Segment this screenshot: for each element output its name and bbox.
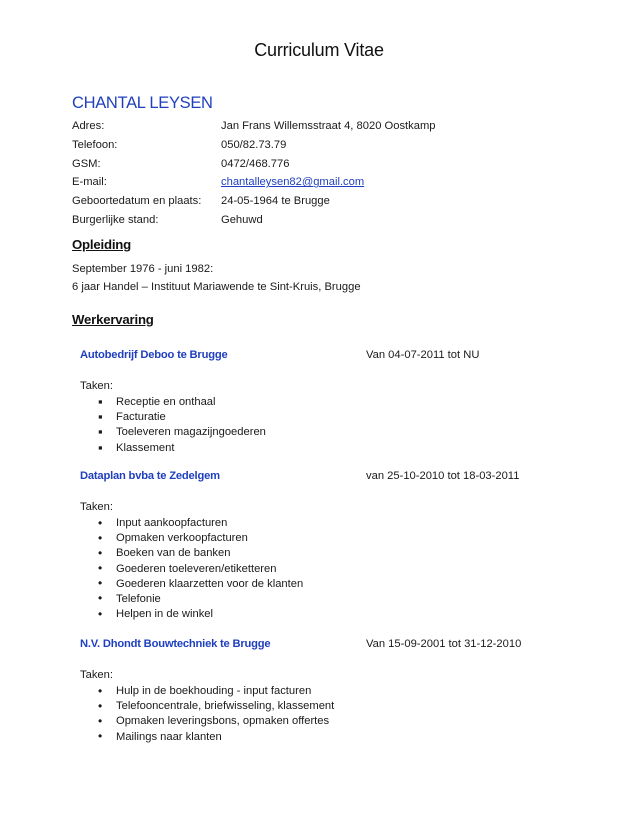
list-item	[98, 425, 266, 440]
bullet-icon	[98, 546, 116, 562]
bullet-icon	[98, 576, 116, 592]
info-row-address	[72, 117, 436, 136]
job-period: Van 15-09-2001 tot 31-12-2010	[366, 638, 522, 650]
square-bullet-icon	[98, 440, 116, 457]
info-label: Burgerlijke stand:	[72, 213, 159, 226]
list-item	[98, 562, 303, 577]
bullet-icon	[98, 699, 116, 715]
list-item	[98, 577, 303, 592]
bullet-icon	[98, 561, 116, 577]
task-text: Receptie en onthaal	[116, 396, 216, 408]
info-value: 24-05-1964 te Brugge	[221, 195, 330, 208]
info-label: GSM:	[72, 157, 101, 170]
task-text: Input aankoopfacturen	[116, 517, 228, 529]
tasks-label: Taken:	[80, 501, 113, 513]
list-item	[98, 684, 334, 699]
bullet-icon	[98, 591, 116, 607]
info-label: E-mail:	[72, 176, 107, 189]
list-item	[98, 730, 334, 745]
info-value: 0472/468.776	[221, 157, 290, 170]
email-link[interactable]: chantalleysen82@gmail.com	[221, 176, 365, 189]
bullet-icon	[98, 607, 116, 623]
task-list	[98, 684, 334, 745]
candidate-name: CHANTAL LEYSEN	[72, 94, 213, 112]
info-row-birth	[72, 192, 436, 211]
info-value: Gehuwd	[221, 213, 263, 226]
job-company: Dataplan bvba te Zedelgem	[80, 470, 220, 482]
personal-info	[72, 117, 436, 230]
education-section	[72, 260, 361, 296]
experience-heading: Werkervaring	[72, 312, 154, 327]
task-text: Hulp in de boekhouding - input facturen	[116, 685, 312, 697]
job-period: van 25-10-2010 tot 18-03-2011	[366, 470, 520, 482]
list-item	[98, 699, 334, 714]
bullet-icon	[98, 714, 116, 730]
task-text: Facturatie	[116, 411, 166, 424]
info-label: Telefoon:	[72, 138, 118, 151]
bullet-icon	[98, 729, 116, 745]
info-value: 050/82.73.79	[221, 138, 287, 151]
job-period: Van 04-07-2011 tot NU	[366, 349, 480, 361]
tasks-label: Taken:	[80, 669, 113, 681]
task-list	[98, 516, 303, 622]
info-row-mobile	[72, 155, 436, 174]
task-text: Opmaken verkoopfacturen	[116, 532, 248, 545]
list-item	[98, 516, 303, 531]
task-list	[98, 395, 266, 456]
list-item	[98, 592, 303, 607]
list-item	[98, 531, 303, 546]
document-title: Curriculum Vitae	[254, 40, 384, 60]
info-row-marital	[72, 211, 436, 230]
task-text: Telefooncentrale, briefwisseling, klassement	[116, 700, 335, 713]
info-label: Adres:	[72, 120, 105, 132]
list-item	[98, 441, 266, 456]
list-item	[98, 546, 303, 561]
task-text: Helpen in de winkel	[116, 608, 214, 621]
education-heading: Opleiding	[72, 237, 132, 252]
tasks-label: Taken:	[80, 380, 113, 392]
bullet-icon	[98, 516, 116, 532]
task-text: Mailings naar klanten	[116, 730, 222, 743]
task-text: Boeken van de banken	[116, 547, 231, 560]
bullet-icon	[98, 531, 116, 547]
education-line: September 1976 - juni 1982:	[72, 263, 214, 275]
list-item	[98, 395, 266, 410]
job-company: N.V. Dhondt Bouwtechniek te Brugge	[80, 638, 271, 650]
info-row-phone	[72, 136, 436, 155]
task-text: Opmaken leveringsbons, opmaken offertes	[116, 715, 330, 728]
job-company: Autobedrijf Deboo te Brugge	[80, 349, 228, 361]
info-label: Geboortedatum en plaats:	[72, 195, 202, 208]
task-text: Goederen toeleveren/etiketteren	[116, 562, 277, 575]
list-item	[98, 714, 334, 729]
info-row-email	[72, 173, 436, 192]
task-text: Klassement	[116, 441, 175, 454]
list-item	[98, 410, 266, 425]
education-line: 6 jaar Handel – Instituut Mariawende te Sint-Kruis, Brugge	[72, 281, 361, 293]
list-item	[98, 607, 303, 622]
bullet-icon	[98, 684, 116, 700]
task-text: Telefonie	[116, 592, 161, 605]
task-text: Toeleveren magazijngoederen	[116, 426, 266, 439]
info-value: Jan Frans Willemsstraat 4, 8020 Oostkamp	[221, 120, 436, 132]
task-text: Goederen klaarzetten voor de klanten	[116, 577, 304, 590]
